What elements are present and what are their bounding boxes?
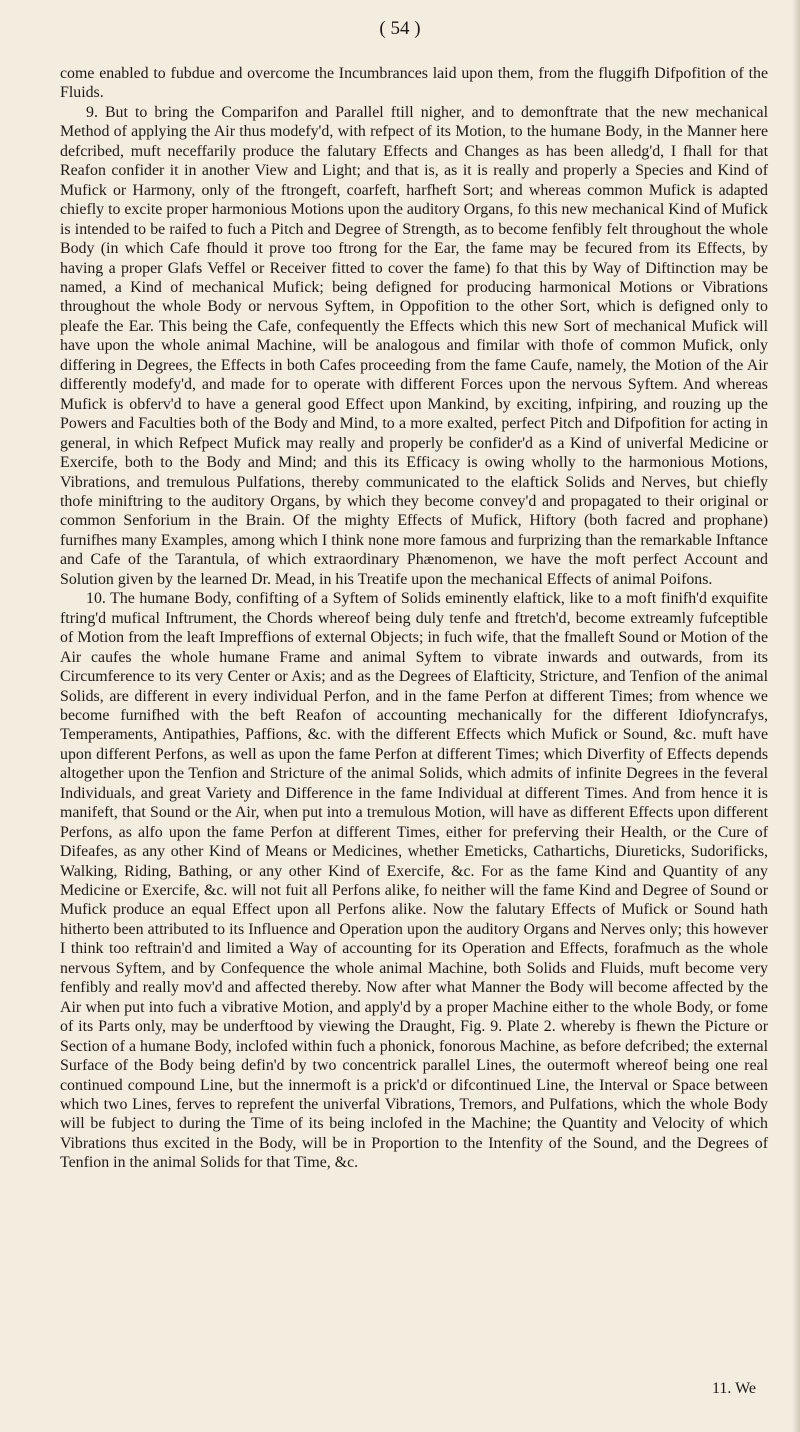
catchword: 11. We [711,1380,756,1397]
paragraph-continuation: come enabled to fubdue and overcome the Incumbrances laid upon them, from the fluggifh Difpofition of the Fluids. [60,65,768,102]
body-text [60,64,768,1173]
paragraph-10: 10. The humane Body, confifting of a Syftem of Solids eminently elaftick, like to a moft finifh'd exquifite ftring'd mufical Inftrument, the Chords whereof being duly tenfe and ftretch'd, become extreamly fufceptible of Motion from the leaft Impreffions of external Objects; in fuch wife, that the fmalleft Sound or Motion of the Air caufes the whole humane Frame and animal Syftem to vibrate inwards and outwards, from its Circumference to its very Center or Axis; and as the Degrees of Elafticity, Stricture, and Tenfion of the animal Solids, are different in every individual Perfon, and in the fame Perfon at different Times; from whence we become furnifhed with the beft Reafon of accounting mechanically for the different Idiofyncrafys, Temperaments, Antipathies, Paffions, &c. with the different Effects which Mufick or Sound, &c. muft have upon different Perfons, as well as upon the fame Perfon at different Times; which Diverfity of Effects depends altogether upon the Tenfion and Stricture of the animal Solids, which admits of infinite Degrees in the feveral Individuals, and great Variety and Difference in the fame Individual at different Times. And from hence it is manifeft, that Sound or the Air, when put into a tremulous Motion, will have as different Effects upon different Perfons, as alfo upon the fame Perfon at different Times, either for preferving their Health, or the Cure of Difeafes, as any other Kind of Means or Medicines, whether Emeticks, Cathartichs, Diureticks, Sudorificks, Walking, Riding, Bathing, or any other Kind of Exercife, &c. For as the fame Kind and Quantity of any Medicine or Exercife, &c. will not fuit all Perfons alike, fo neither will the fame Kind and Degree of Sound or Mufick produce an equal Effect upon all Perfons alike. Now the falutary Effects of Mufick or Sound hath hitherto been attributed to its Influence and Operation upon the auditory Organs and Nerves only; this however I think too reftrain'd and limited a Way of accounting for its Operation and Effects, forafmuch as the whole nervous Syftem, and by Confequence the whole animal Machine, both Solids and Fluids, muft become very fenfibly and really mov'd and affected thereby. Now after what Manner the Body will become affected by the Air when put into fuch a vibrative Motion, and apply'd by a proper Machine either to the whole Body, or fome of its Parts only, may be underftood by viewing the Draught, Fig. 9. Plate 2. whereby is fhewn the Picture or Section of a humane Body, inclofed within fuch a phonick, fonorous Machine, as before defcribed; the external Surface of the Body being defin'd by two concentrick parallel Lines, the outermoft whereof being one real continued compound Line, but the innermoft is a prick'd or difcontinued Line, the Interval or Space between which two Lines, ferves to reprefent the univerfal Vibrations, Tremors, and Pulfations, which the whole Body will be fubject to during the Time of its being inclofed in the Machine; the Quantity and Velocity of which Vibrations thus excited in the Body, will be in Proportion to the Intenfity of the Sound, and the Degrees of Tenfion in the animal Solids for that Time, &c. [60,590,768,1172]
page-number: ( 54 ) [379,18,421,39]
page-edge-shadow [792,0,800,1432]
paragraph-9: 9. But to bring the Comparifon and Parallel ftill nigher, and to demonftrate that the new mechanical Method of applying the Air thus modefy'd, with refpect of its Motion, to the humane Body, in the Manner here defcribed, muft neceffarily produce the falutary Effects and Changes as has been alledg'd, I fhall for that Reafon confider it in another View and Light; and that is, as it is really and properly a Species and Kind of Mufick or Harmony, only of the ftrongeft, coarfeft, harfheft Sort; and whereas common Mufick is adapted chiefly to excite proper harmonious Motions upon the auditory Organs, fo this new mechanical Kind of Mufick is intended to be raifed to fuch a Pitch and Degree of Strength, as to become fenfibly felt throughout the whole Body (in which Cafe fhould it prove too ftrong for the Ear, the fame may be fecured from its Effects, by having a proper Glafs Veffel or Receiver fitted to cover the fame) fo that this by Way of Diftinction may be named, a Kind of mechanical Mufick; being defigned for producing harmonical Motions or Vibrations throughout the whole Body or nervous Syftem, in Oppofition to the other Sort, which is defigned only to pleafe the Ear. This being the Cafe, confequently the Effects which this new Sort of mechanical Mufick will have upon the whole animal Machine, will be analogous and fimilar with thofe of common Mufick, only differing in Degrees, the Effects in both Cafes proceeding from the fame Caufe, namely, the Motion of the Air differently modefy'd, and made for to operate with different Forces upon the nervous Syftem. And whereas Mufick is obferv'd to have a general good Effect upon Mankind, by exciting, infpiring, and rouzing up the Powers and Faculties both of the Body and Mind, to a more exalted, perfect Pitch and Difpofition for acting in general, in which Refpect Mufick may really and properly be confider'd as a Kind of univerfal Medicine or Exercife, both to the Body and Mind; and this its Efficacy is owing wholly to the harmonious Motions, Vibrations, and tremulous Pulfations, thereby communicated to the elaftick Solids and Nerves, but chiefly thofe miniftring to the auditory Organs, by which they become convey'd and propagated to their original or common Senforium in the Brain. Of the mighty Effects of Mufick, Hiftory (both facred and prophane) furnifhes many Examples, among which I think none more famous and furprizing than the remarkable Inftance and Cafe of the Tarantula, of which extraordinary Phænomenon, we have the moft perfect Account and Solution given by the learned Dr. Mead, in his Treatife upon the mechanical Effects of animal Poifons. [60,103,769,588]
